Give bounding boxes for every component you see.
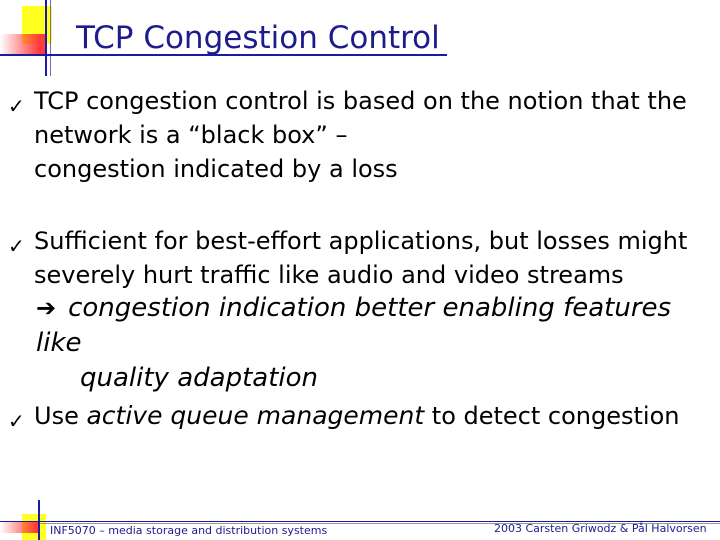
- slide-title: TCP Congestion Control: [76, 20, 440, 56]
- bullet-1: [34, 84, 714, 186]
- checkmark-icon: ✓: [8, 409, 25, 433]
- bullet-3-emphasis: active queue management: [86, 401, 425, 430]
- bullet-2-subpoint: [36, 291, 716, 396]
- checkmark-icon: ✓: [8, 234, 25, 258]
- title-decoration-vertical-line-thin: [50, 0, 51, 76]
- bullet-1-line-3: congestion indicated by a loss: [34, 155, 398, 183]
- bullet-2-line-1: Sufficient for best-effort applications, but losses might: [34, 227, 688, 255]
- bullet-2-line-2: severely hurt traffic like audio and video streams: [34, 261, 624, 289]
- arrow-right-icon: ➔: [36, 294, 57, 322]
- bullet-3-prefix: Use: [34, 402, 79, 430]
- footer-decoration-red-bar: [0, 521, 40, 533]
- subpoint-line-1: congestion indication better enabling features like: [36, 293, 672, 358]
- bullet-3-suffix: to detect congestion: [431, 402, 680, 430]
- subpoint-line-2: quality adaptation: [80, 363, 319, 393]
- bullet-1-line-2: network is a “black box” –: [34, 121, 348, 149]
- bullet-3: [34, 399, 714, 433]
- bullet-2: [34, 224, 714, 292]
- footer-course-label: INF5070 – media storage and distribution systems: [50, 524, 328, 537]
- footer-authors: 2003 Carsten Griwodz & Pål Halvorsen: [494, 522, 707, 535]
- title-decoration-red-bar: [0, 34, 46, 56]
- checkmark-icon: ✓: [8, 94, 25, 118]
- title-decoration-vertical-line: [45, 0, 47, 76]
- bullet-1-line-1: TCP congestion control is based on the notion that the: [34, 87, 687, 115]
- footer-decoration-vertical-line: [38, 500, 40, 540]
